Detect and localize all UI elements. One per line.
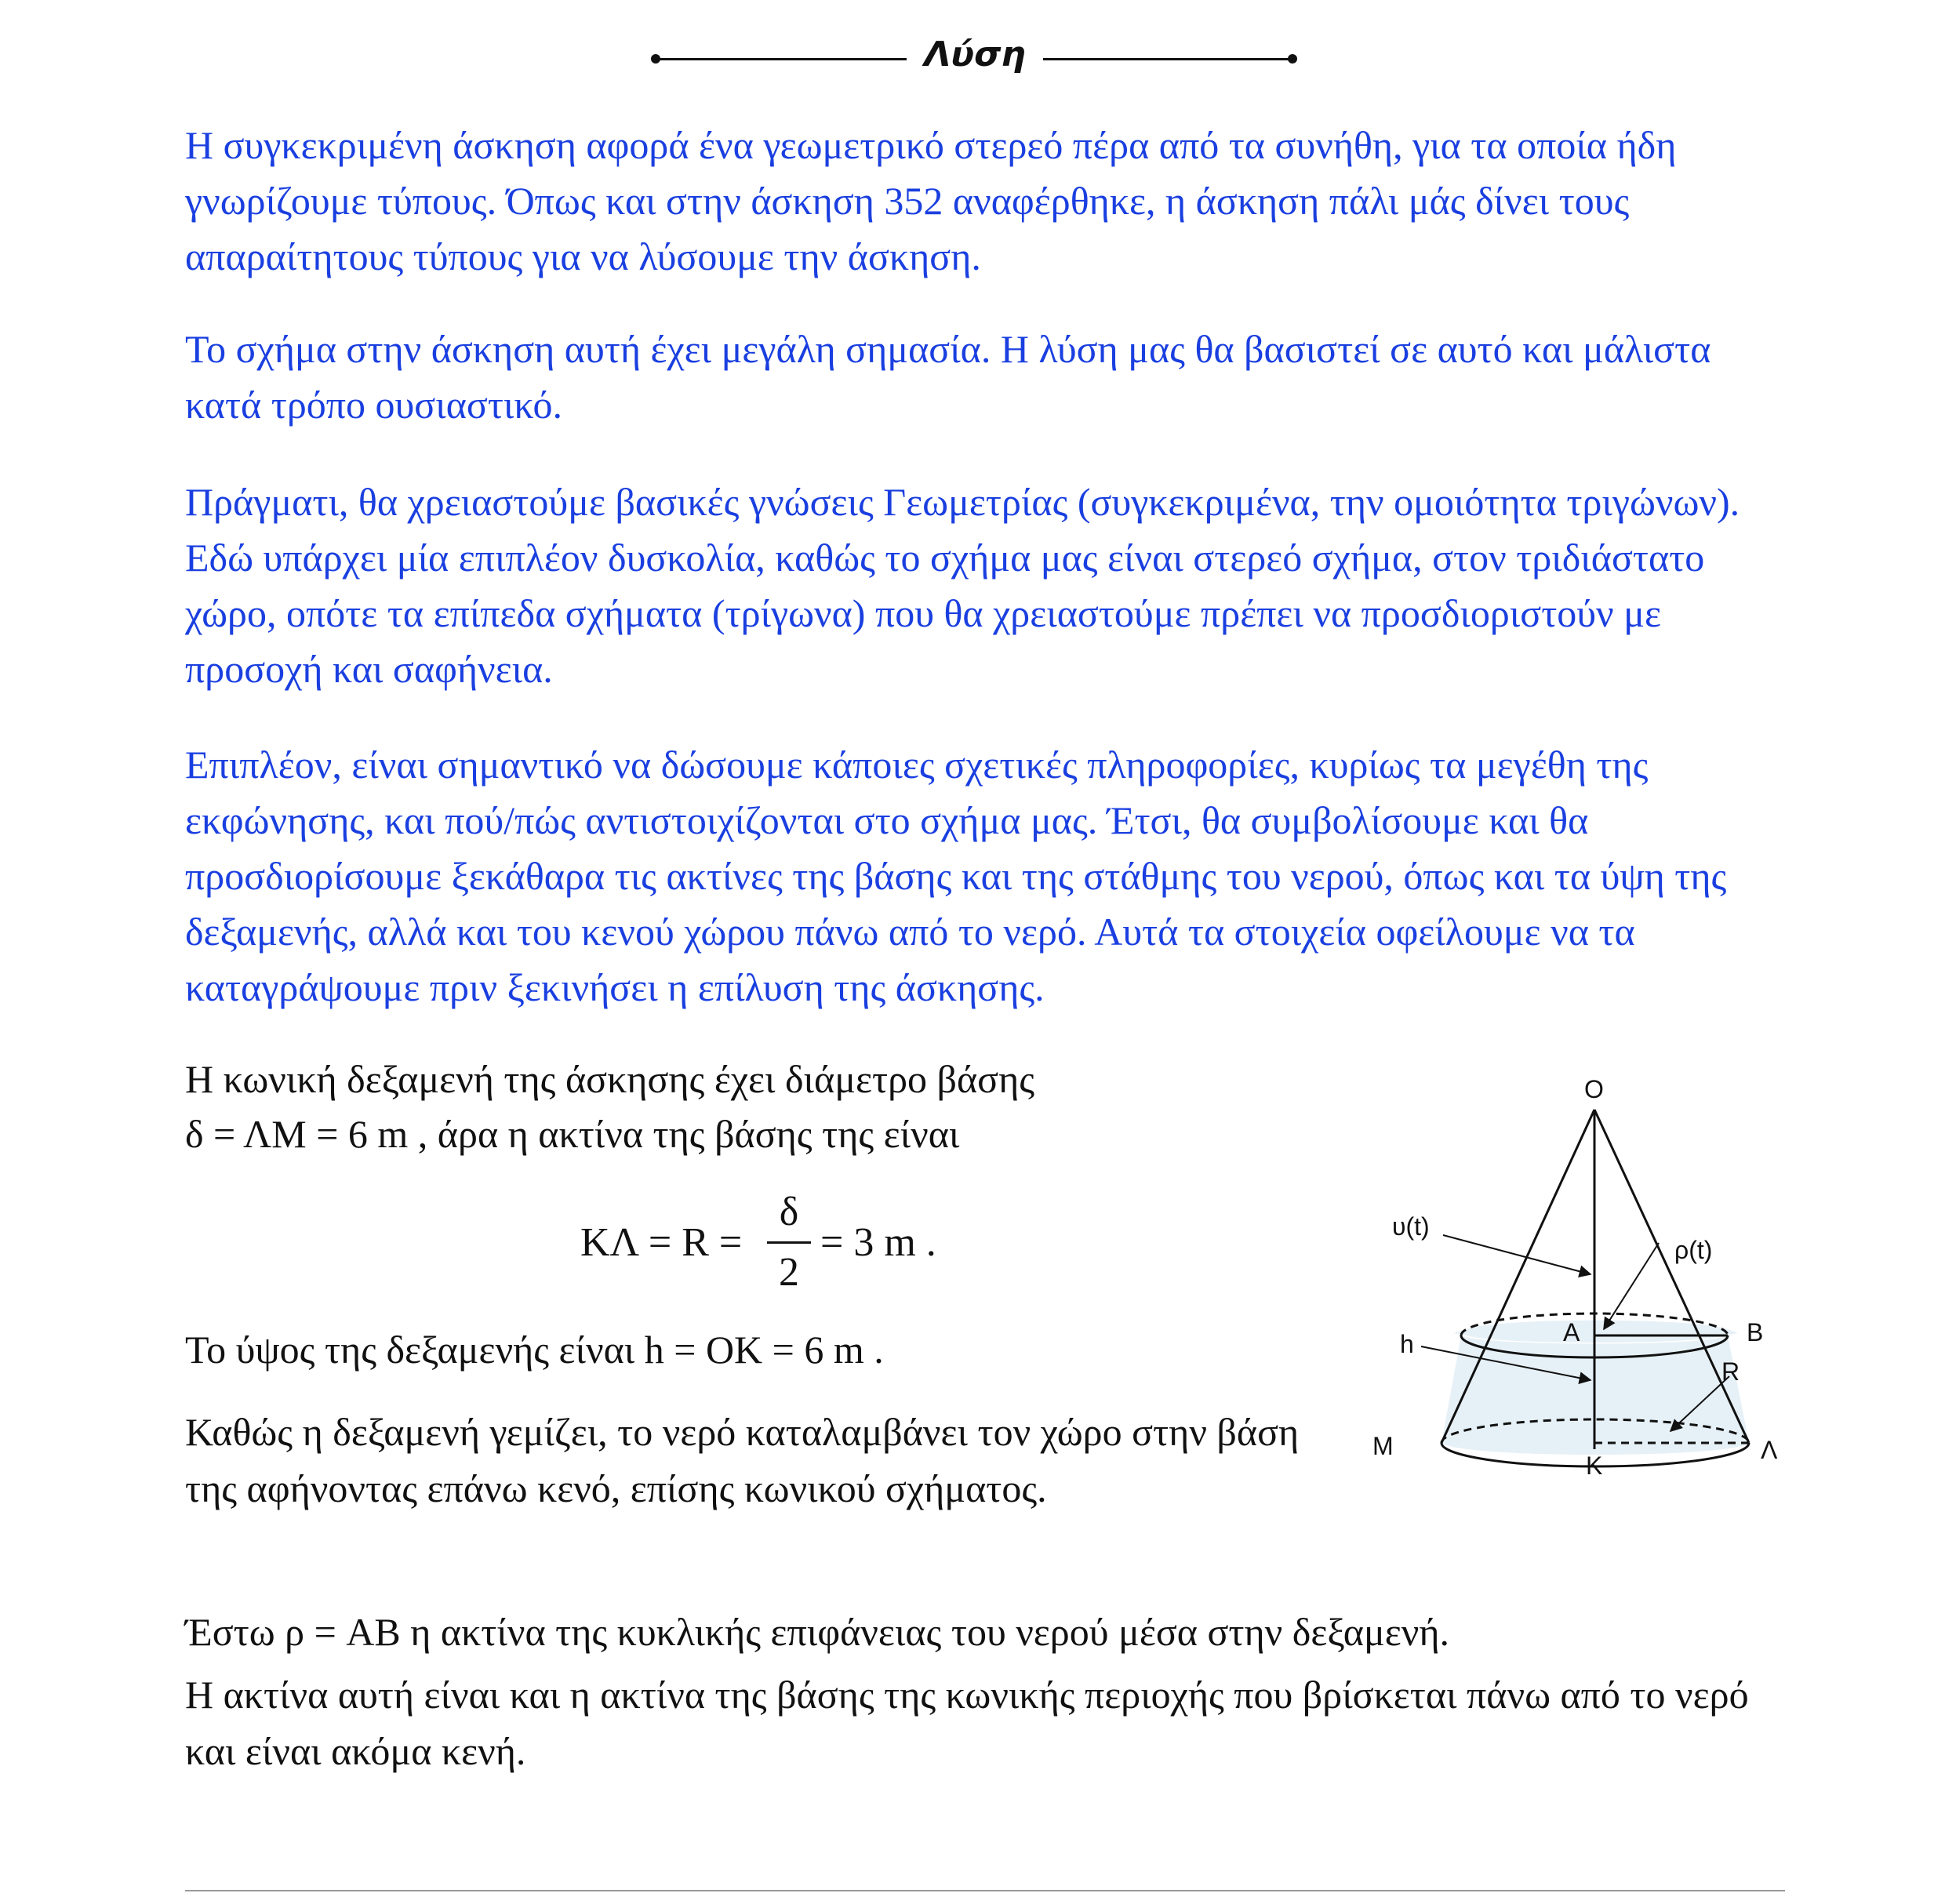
label-m: M	[1372, 1432, 1394, 1460]
header-line-right	[1043, 58, 1292, 60]
label-o: O	[1584, 1075, 1604, 1103]
label-u: υ(t)	[1392, 1212, 1430, 1241]
solution-line-rho-explain: Η ακτίνα αυτή είναι και η ακτίνα της βάσης της κωνικής περιοχής που βρίσκεται πάνω από το νερό και είναι ακόμα κενή.	[185, 1673, 1749, 1773]
header-dot-right	[1288, 54, 1297, 64]
header-line-left	[657, 58, 907, 60]
intro-paragraph-2: Το σχήμα στην άσκηση αυτή έχει μεγάλη σημασία. Η λύση μας θα βασιστεί σε αυτό και μάλιστα κατά τρόπο ουσιαστικό.	[185, 327, 1711, 427]
solution-line-rho: Έστω ρ = AB η ακτίνα της κυκλικής επιφάνειας του νερού μέσα στην δεξαμενή.	[185, 1610, 1450, 1654]
bottom-rule	[185, 1890, 1785, 1891]
intro-paragraph-1: Η συγκεκριμένη άσκηση αφορά ένα γεωμετρικό στερεό πέρα από τα συνήθη, για τα οποία ήδη γνωρίζουμε τύπους. Όπως και στην άσκηση 352 αναφέρθηκε, η άσκηση πάλι μάς δίνει τους απαραίτητους τύπους για να λύσουμε την άσκηση.	[185, 123, 1677, 278]
formula-fraction	[767, 1188, 811, 1297]
intro-paragraph-3: Πράγματι, θα χρειαστούμε βασικές γνώσεις Γεωμετρίας (συγκεκριμένα, την ομοιότητα τριγώνων). Εδώ υπάρχει μία επιπλέον δυσκολία, καθώς το σχήμα μας είναι στερεό σχήμα, στον τριδιάστατο χώρο, οπότε τα επίπεδα σχήματα (τρίγωνα) που θα χρειαστούμε πρέπει να προσδιοριστούν με προσοχή και σαφήνεια.	[185, 480, 1740, 691]
solution-line-filling: Καθώς η δεξαμενή γεμίζει, το νερό καταλαμβάνει τον χώρο στην βάση της αφήνοντας επάνω κενό, επίσης κωνικού σχήματος.	[185, 1410, 1300, 1510]
formula-rhs: = 3 m .	[820, 1220, 936, 1265]
intro-paragraph-4: Επιπλέον, είναι σημαντικό να δώσουμε κάποιες σχετικές πληροφορίες, κυρίως τα μεγέθη της εκφώνησης, και πού/πώς αντιστοιχίζονται στο σχήμα μας. Έτσι, θα συμβολίσουμε και θα προσδιορίσουμε ξεκάθαρα τις ακτίνες της βάσης και της στάθμης του νερού, όπως και τα ύψη της δεξαμενής, αλλά και του κενού χώρου πάνω από το νερό. Αυτά τα στοιχεία οφείλουμε να τα καταγράψουμε πριν ξεκινήσει η επίλυση της άσκησης.	[185, 743, 1727, 1009]
fraction-denominator: 2	[779, 1250, 799, 1295]
solution-line-diameter: Η κωνική δεξαμενή της άσκησης έχει διάμετρο βάσης	[185, 1057, 1035, 1101]
label-a: A	[1563, 1318, 1580, 1346]
label-rho: ρ(t)	[1674, 1236, 1713, 1264]
solution-line-height: Το ύψος της δεξαμενής είναι h = OK = 6 m .	[185, 1328, 884, 1372]
formula-lhs: ΚΛ = R =	[580, 1220, 743, 1265]
label-r: R	[1721, 1357, 1740, 1386]
section-header	[651, 30, 1302, 85]
label-l: Λ	[1761, 1436, 1778, 1464]
solution-line-radius: δ = ΛΜ = 6 m , άρα η ακτίνα της βάσης της είναι	[185, 1112, 960, 1156]
fraction-bar	[767, 1241, 811, 1244]
fraction-numerator: δ	[779, 1190, 799, 1234]
label-h: h	[1400, 1330, 1414, 1358]
label-b: B	[1747, 1318, 1764, 1346]
label-k: K	[1586, 1452, 1603, 1480]
section-title: Λύση	[924, 35, 1026, 74]
cone-diagram	[1365, 1063, 1804, 1486]
arrow-u	[1443, 1235, 1591, 1274]
